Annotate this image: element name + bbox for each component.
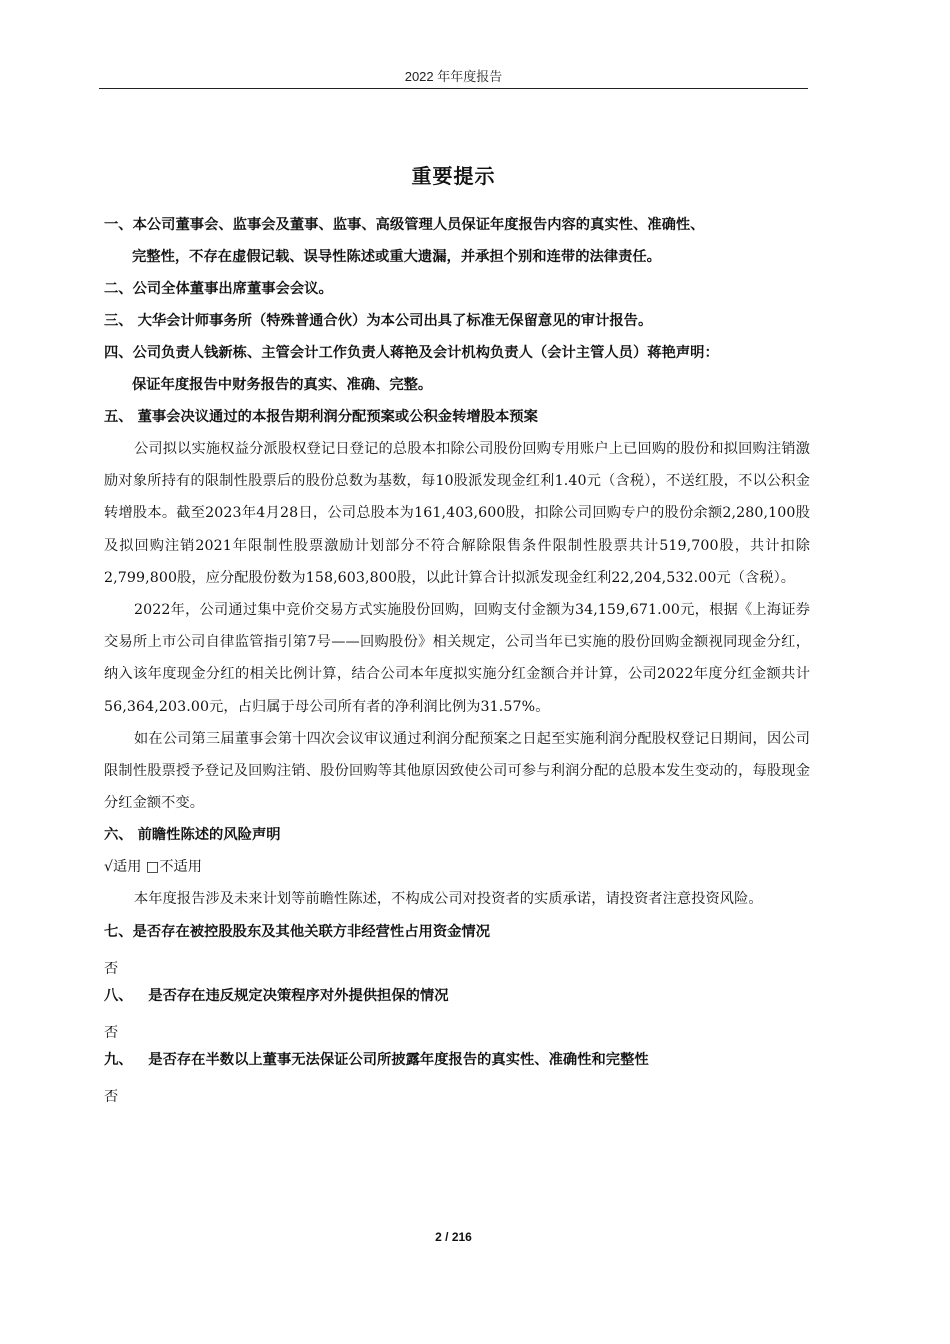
item-9-heading [104, 1044, 810, 1076]
item-6-paragraph: 本年度报告涉及未来计划等前瞻性陈述，不构成公司对投资者的实质承诺，请投资者注意投资风险。 [134, 891, 763, 908]
item-8-answer: 否 [104, 1024, 119, 1041]
page-number: 2 / 216 [435, 1230, 472, 1244]
item-9-text: 是否存在半数以上董事无法保证公司所披露年度报告的真实性、准确性和完整性 [148, 1051, 649, 1068]
item-9-number: 九、 [104, 1051, 133, 1068]
item-5-heading: 五、 董事会决议通过的本报告期利润分配预案或公积金转增股本预案 [104, 409, 538, 425]
item-5-paragraph-2: 2022年，公司通过集中竞价交易方式实施股份回购，回购支付金额为34,159,671.00元，根据《上海证券交易所上市公司自律监管指引第7号——回购股份》相关规定，公司当年已实施的股份回购金额视同现金分红，纳入该年度现金分红的相关比例计算，结合公司本年度拟实施分红金额合并计算，公司2022年度分红金额共计56,364,203.00元，占归属于母公司所有者的净利润比例为31.57%。 [104, 602, 810, 715]
applicability-options: √适用 □不适用 [104, 859, 202, 876]
item-9-answer: 否 [104, 1088, 119, 1105]
item-5-paragraph-3: 如在公司第三届董事会第十四次会议审议通过利润分配预案之日起至实施利润分配股权登记日期间，因公司限制性股票授予登记及回购注销、股份回购等其他原因致使公司可参与利润分配的总股本发生变动的，每股现金分红金额不变。 [104, 730, 810, 812]
item-7-answer: 否 [104, 960, 119, 977]
item-2: 二、公司全体董事出席董事会会议。 [104, 281, 333, 297]
item-8-heading [104, 980, 810, 1012]
running-header: 2022 年年度报告 [404, 69, 503, 84]
item-8-number: 八、 [104, 987, 133, 1004]
item-7-heading: 七、是否存在被控股股东及其他关联方非经营性占用资金情况 [104, 923, 491, 940]
item-1-line-2: 完整性，不存在虚假记载、误导性陈述或重大遗漏，并承担个别和连带的法律责任。 [132, 249, 661, 265]
document-body [104, 209, 810, 1108]
item-1-line-1: 一、本公司董事会、监事会及董事、监事、高级管理人员保证年度报告内容的真实性、准确性、 [104, 217, 705, 233]
item-4-line-1: 四、公司负责人钱新栋、主管会计工作负责人蒋艳及会计机构负责人（会计主管人员）蒋艳声明： [104, 345, 719, 361]
item-3: 三、 大华会计师事务所（特殊普通合伙）为本公司出具了标准无保留意见的审计报告。 [104, 313, 653, 329]
item-4-line-2: 保证年度报告中财务报告的真实、准确、完整。 [132, 377, 433, 393]
page-title: 重要提示 [411, 164, 496, 188]
item-5-paragraph-1: 公司拟以实施权益分派股权登记日登记的总股本扣除公司股份回购专用账户上已回购的股份和拟回购注销激励对象所持有的限制性股票后的股份总数为基数，每10股派发现金红利1.40元（含税），不送红股，不以公积金转增股本。截至2023年4月28日，公司总股本为161,403,600股，扣除公司回购专户的股份余额2,280,100股及拟回购注销2021年限制性股票激励计划部分不符合解除限售条件限制性股票共计519,700股，共计扣除2,799,800股，应分配股份数为158,603,800股，以此计算合计拟派发现金红利22,204,532.00元（含税）。 [104, 441, 810, 586]
item-6-heading: 六、 前瞻性陈述的风险声明 [104, 827, 281, 844]
header-divider [99, 88, 808, 89]
item-8-text: 是否存在违反规定决策程序对外提供担保的情况 [148, 987, 449, 1004]
